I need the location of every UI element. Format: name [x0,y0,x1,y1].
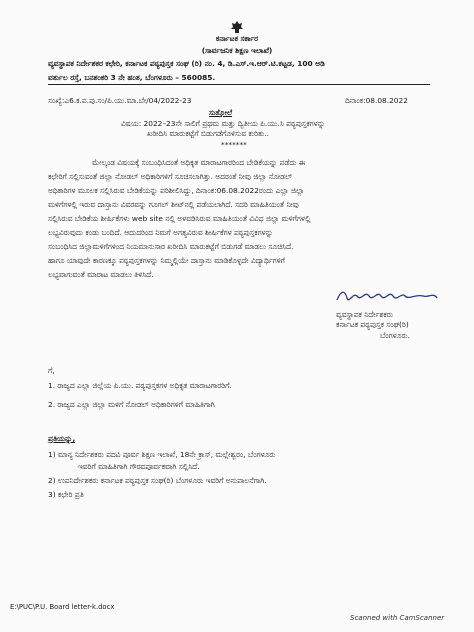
body-line: ಮೇಲ್ಕಂಡ ವಿಷಯಕ್ಕೆ ಸಂಬಂಧಿಸಿದಂತೆ ಅಧಿಕೃತ ಮಾರಾಟಗಾರರಿಂದ ಬೇಡಿಕೆಯನ್ನು ಪಡೆದು ಈ [92,158,306,167]
govt-heading: ಕರ್ನಾಟಕ ಸರ್ಕಾರ [215,34,259,43]
signatory-organisation: ಕರ್ನಾಟಕ ಪಠ್ಯಪುಸ್ತಕ ಸಂಘ(ರಿ) [336,320,409,329]
body-line: ಲಭ್ಯವಿರುವುದು ಕಂಡು ಬಂದಿದೆ. ಆದುದರಿಂದ ನಿಮಗೆ ಅಗತ್ಯವಿರುವ ಶೀರ್ಷಿಕೆಗಳ ಪಠ್ಯಪುಸ್ತಕಗಳನ್ನು [48,228,274,237]
handwritten-signature [333,286,443,308]
subject-separator: ******* [221,140,247,149]
circular-title: ಸುತ್ತೋಲೆ [209,108,233,117]
reference-number: ಸಂಖ್ಯೆ:ಎ6.ಕ.ಪ.ಪು.ಸಂ/ಪಿ.ಯು.ಮಾ.ಬೇ/04/2022-23 [48,96,192,105]
office-address-line-1: ವ್ಯವಸ್ಥಾಪಕ ನಿರ್ದೇಶಕರ ಕಛೇರಿ, ಕರ್ನಾಟಕ ಪಠ್ಯಪುಸ್ತಕ ಸಂಘ (ರಿ) ನಂ. 4, ಡಿ.ಎಸ್.ಇ.ಆರ್.ಟಿ.ಕಟ್ಟಡ, 100 ಅಡಿ [48,59,325,68]
recipient-item: 2. ರಾಜ್ಯದ ಎಲ್ಲಾ ಜಿಲ್ಲಾ ಮಳಿಗೆ ನೋಡಲ್ ಅಧಿಕಾರಿಗಳಿಗೆ ಮಾಹಿತಿಗಾಗಿ [48,400,215,409]
body-line: ಮಳಿಗೆಗಳಲ್ಲಿ ಇರುವ ದಾಸ್ತಾನು ವಿವರವನ್ನು ಗೂಗಲ್ ಶೀಟ್‌ನಲ್ಲಿ ಪಡೆಯಲಾಗಿದೆ. ಸದರಿ ಮಾಹಿತಿಯಂತೆ ನೀವು [48,200,299,209]
body-line: ಕಛೇರಿಗೆ ಸಲ್ಲಿಸುವಂತೆ ಜಿಲ್ಲಾ ನೋಡಲ್ ಅಧಿಕಾರಿಗಳಿಗೆ ಸೂಚಿಸಲಾಗಿತ್ತು. ಅದರಂತೆ ನೀವು ಜಿಲ್ಲಾ ನೋಡಲ್ [48,172,293,181]
to-label: ಗೆ, [48,366,55,375]
copy-item-continuation: ಇವರಿಗೆ ಮಾಹಿತಿಗಾಗಿ ಗೌರವಪೂರ್ವಕವಾಗಿ ಸಲ್ಲಿಸಿದೆ. [78,462,200,471]
subject-line-1: ವಿಷಯ: 2022–23ನೇ ಸಾಲಿಗೆ ಪ್ರಥಮ ಮತ್ತು ದ್ವಿತೀಯ ಪಿ.ಯು.ಸಿ ಪಠ್ಯಪುಸ್ತಕಗಳನ್ನು [121,119,326,128]
office-address-line-2: ವರ್ತುಲ ರಸ್ತೆ, ಬನಶಂಕರಿ 3 ನೇ ಹಂತ, ಬೆಂಗಳೂರು – 560085. [48,73,216,82]
body-line: ಸಲ್ಲಿಸಿರುವ ಬೇಡಿಕೆಯ ಶೀರ್ಷಿಕೆಗಳು web site ನಲ್ಲಿ ಅಳವಡಿಸಿರುವ ಮಾಹಿತಿಯಂತೆ ವಿವಿಧ ಜಿಲ್ಲಾ ಮಳಿಗೆಗಳಲ್ಲಿ [48,214,311,223]
recipient-item: 1. ರಾಜ್ಯದ ಎಲ್ಲಾ ಜಿಲ್ಲೆಯ ಪಿ.ಯು. ಪಠ್ಯಪುಸ್ತಕಗಳ ಅಧಿಕೃತ ಮಾರಾಟಗಾರರಿಗೆ. [48,381,232,390]
subject-line-2: ಖರೀದಿಸಿ ಮಾರುಕಟ್ಟೆಗೆ ಬಿಡುಗಡೆಗೊಳಿಸುವ ಕುರಿತು.. [147,129,269,138]
copies-label: ಪ್ರತಿಯನ್ನು, [48,434,76,443]
signatory-place: ಬೆಂಗಳೂರು. [380,331,410,340]
scanner-watermark: Scanned with CamScanner [350,614,445,622]
department-heading: (ಸಾರ್ವಜನಿಕ ಶಿಕ್ಷಣ ಇಲಾಖೆ) [201,46,273,55]
signatory-designation: ವ್ಯವಸ್ಥಾಪಕ ನಿರ್ದೇಶಕರು [336,310,393,319]
body-line: ಅಧಿಕಾರಿಗಳ ಮೂಲಕ ಸಲ್ಲಿಸಿರುವ ಬೇಡಿಕೆಯನ್ನು ಪರಿಶೀಲಿಸಿದ್ದು, ದಿನಾಂಕ:06.08.2022ರಂದು ಎಲ್ಲಾ ಜಿಲ್ಲಾ [48,186,305,195]
body-line: ಲಭ್ಯವಾಗುವಂತೆ ಮಾರಾಟ ಮಾಡಲು ತಿಳಿಸಿದೆ. [48,270,154,279]
letter-date: ದಿನಾಂಕ:08.08.2022 [345,96,408,105]
copy-item: 3) ಕಛೇರಿ ಪ್ರತಿ [48,490,84,499]
file-path-footer: E:\PUC\P.U. Board letter-k.docx [10,603,115,611]
government-emblem-icon [230,21,244,33]
header-divider [48,84,430,85]
copy-item: 2) ಉಪನಿರ್ದೇಶಕರು ಕರ್ನಾಟಕ ಪಠ್ಯಪುಸ್ತಕ ಸಂಘ(ರಿ) ಬೆಂಗಳೂರು ಇವರಿಗೆ ಅನುಪಾಲನೆಗಾಗಿ. [48,476,267,485]
body-line: ಹಾಗೂ ಯಾವುದೇ ಕಾರಣಕ್ಕೂ ಪಠ್ಯಪುಸ್ತಕಗಳನ್ನು ನಿಮ್ಮಲ್ಲಿಯೇ ದಾಸ್ತಾನು ಮಾಡಿಕೊಳ್ಳದೇ ವಿದ್ಯಾರ್ಥಿಗಳಿಗೆ [48,256,285,265]
copy-item: 1) ಮಾನ್ಯ ನಿರ್ದೇಶಕರು ಪದವಿ ಪೂರ್ವ ಶಿಕ್ಷಣ ಇಲಾಖೆ, 18ನೇ ಕ್ರಾಸ್, ಮಲ್ಲೇಶ್ವರಂ, ಬೆಂಗಳೂರು [48,450,276,459]
body-line: ಸಂಬಂಧಿಸಿದ ಜಿಲ್ಲಾಮಳಿಗೆಗಳಿಂದ ನಿಯಮಾನುಸಾರ ಖರೀದಿಸಿ ಮಾರುಕಟ್ಟೆಗೆ ಬಿಡುಗಡೆ ಮಾಡಲು ಸೂಚಿಸಿದೆ. [48,242,294,251]
